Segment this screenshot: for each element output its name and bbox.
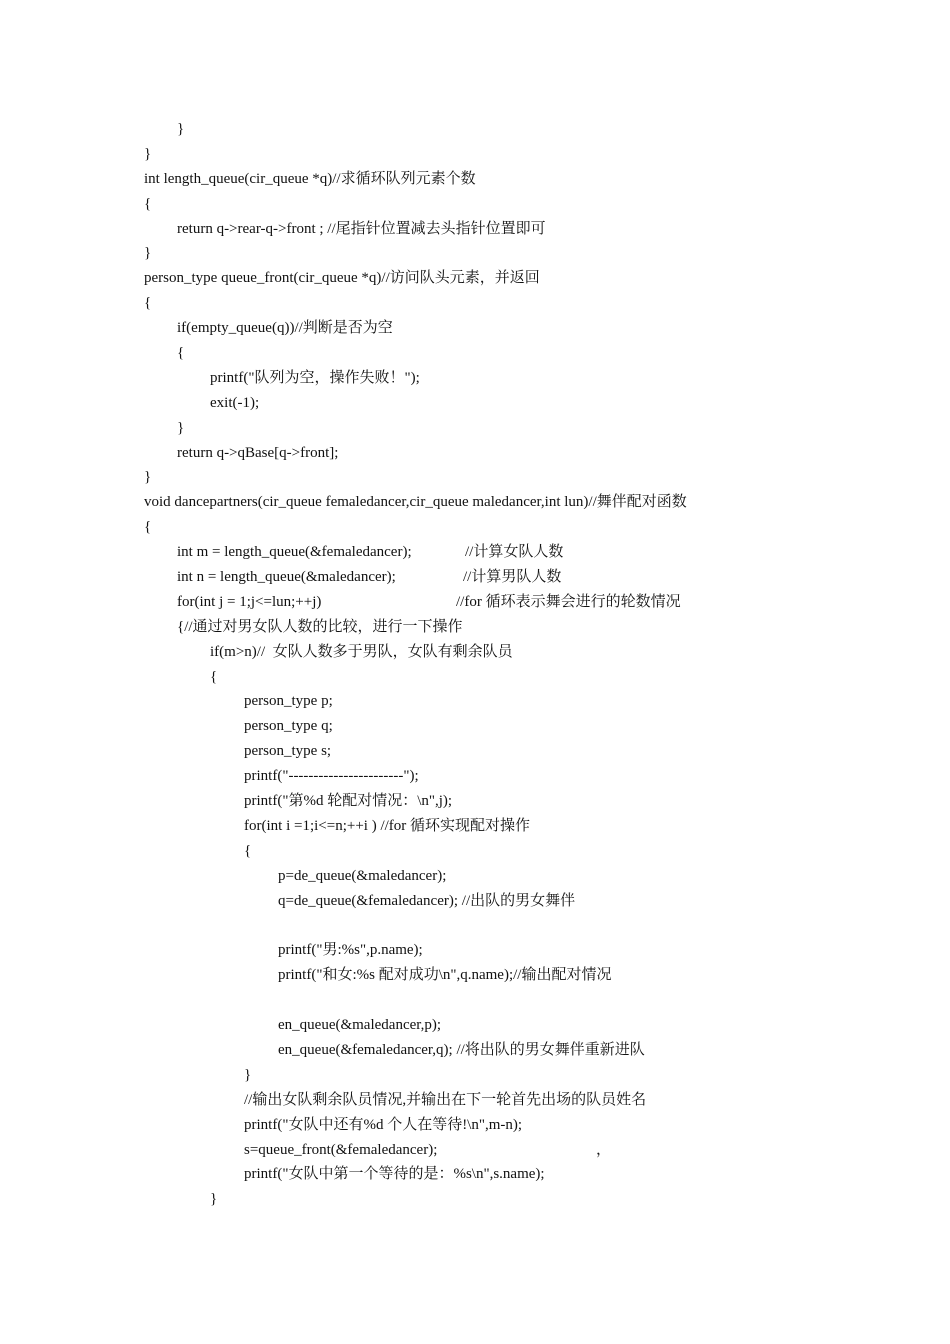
code-text: en_queue(&femaledancer,q); //将出队的男女舞伴重新进队 [278,1041,645,1058]
code-line [0,515,950,540]
code-text: { [210,668,218,685]
code-text: printf("男:%s",p.name); [278,942,423,959]
code-line [0,266,950,291]
code-line [0,1088,950,1113]
code-text: person_type s; [244,743,332,760]
code-line [0,465,950,490]
code-text: printf("女队中第一个等待的是：%s\n",s.name); [244,1166,545,1183]
code-line [0,839,950,864]
code-text: //输出女队剩余队员情况,并输出在下一轮首先出场的队员姓名 [244,1091,647,1108]
code-line [0,764,950,789]
code-text: void dancepartners(cir_queue femaledancer,cir_queue maledancer,int lun)//舞伴配对函数 [144,494,687,511]
code-text: for(int j = 1;j<=lun;++j) [177,593,322,610]
code-text: return q->rear-q->front ; //尾指针位置减去头指针位置即可 [177,220,546,237]
code-text: printf("女队中还有%d 个人在等待!\n",m-n); [244,1116,523,1133]
code-line [0,341,950,366]
code-line [0,714,950,739]
code-text: int length_queue(cir_queue *q)//求循环队列元素个数 [144,170,476,187]
code-text: s=queue_front(&femaledancer); [244,1141,438,1158]
code-text: person_type queue_front(cir_queue *q)//访问队头元素，并返回 [144,270,540,287]
code-line [0,640,950,665]
code-text: } [244,1066,252,1083]
code-comment: ， [596,1141,612,1158]
code-line [0,391,950,416]
code-line [0,615,950,640]
code-text: int m = length_queue(&femaledancer); [177,544,412,561]
code-line [0,416,950,441]
code-line [0,1038,950,1063]
code-line [0,316,950,341]
code-text: q=de_queue(&femaledancer); //出队的男女舞伴 [278,892,576,909]
code-text: printf("第%d 轮配对情况：\n",j); [244,793,453,810]
code-line [0,117,950,142]
code-line [0,1113,950,1138]
code-line [0,689,950,714]
code-line [0,814,950,839]
code-text: } [177,121,185,137]
code-text: int n = length_queue(&maledancer); [177,569,396,586]
code-line [0,291,950,316]
code-block [0,117,950,1212]
code-line [0,1013,950,1038]
code-line [0,889,950,914]
code-text: return q->qBase[q->front]; [177,444,339,461]
code-text: { [144,519,152,536]
code-line [0,1162,950,1187]
code-line [0,366,950,391]
code-line [0,540,950,565]
code-line [0,565,950,590]
code-line [0,167,950,192]
code-line [0,1138,950,1163]
code-line [0,192,950,217]
code-text: if(empty_queue(q))//判断是否为空 [177,320,393,337]
code-line [0,988,950,1013]
code-text: p=de_queue(&maledancer); [278,867,447,884]
code-line [0,142,950,167]
code-comment: //计算女队人数 [465,544,564,561]
code-text: en_queue(&maledancer,p); [278,1017,442,1034]
code-text: if(m>n)// 女队人数多于男队，女队有剩余队员 [210,643,513,660]
code-comment: //计算男队人数 [463,569,562,586]
code-line [0,590,950,615]
code-text: } [144,245,152,262]
code-text: person_type p; [244,693,333,710]
code-text: } [144,469,152,486]
code-line [0,789,950,814]
code-line [0,914,950,939]
code-line [0,241,950,266]
code-text: person_type q; [244,718,333,735]
code-line [0,938,950,963]
code-line [0,1187,950,1212]
code-text: } [210,1191,218,1208]
code-comment: //for 循环表示舞会进行的轮数情况 [456,593,681,610]
code-text: } [144,145,152,162]
code-text: printf("-----------------------"); [244,768,419,785]
code-text: { [177,345,185,362]
code-line [0,490,950,515]
code-line [0,1063,950,1088]
code-text: { [144,195,152,212]
code-line [0,864,950,889]
code-text: printf("队列为空，操作失败！"); [210,369,420,386]
code-text: {//通过对男女队人数的比较，进行一下操作 [177,618,463,635]
code-line [0,665,950,690]
code-text: } [177,419,185,436]
code-line [0,739,950,764]
code-text: { [244,842,252,859]
code-text: for(int i =1;i<=n;++i ) //for 循环实现配对操作 [244,817,531,834]
code-text: exit(-1); [210,394,260,411]
code-line [0,963,950,988]
code-line [0,217,950,242]
code-text: printf("和女:%s 配对成功\n",q.name);//输出配对情况 [278,967,612,984]
code-text: { [144,295,152,312]
code-line [0,441,950,466]
